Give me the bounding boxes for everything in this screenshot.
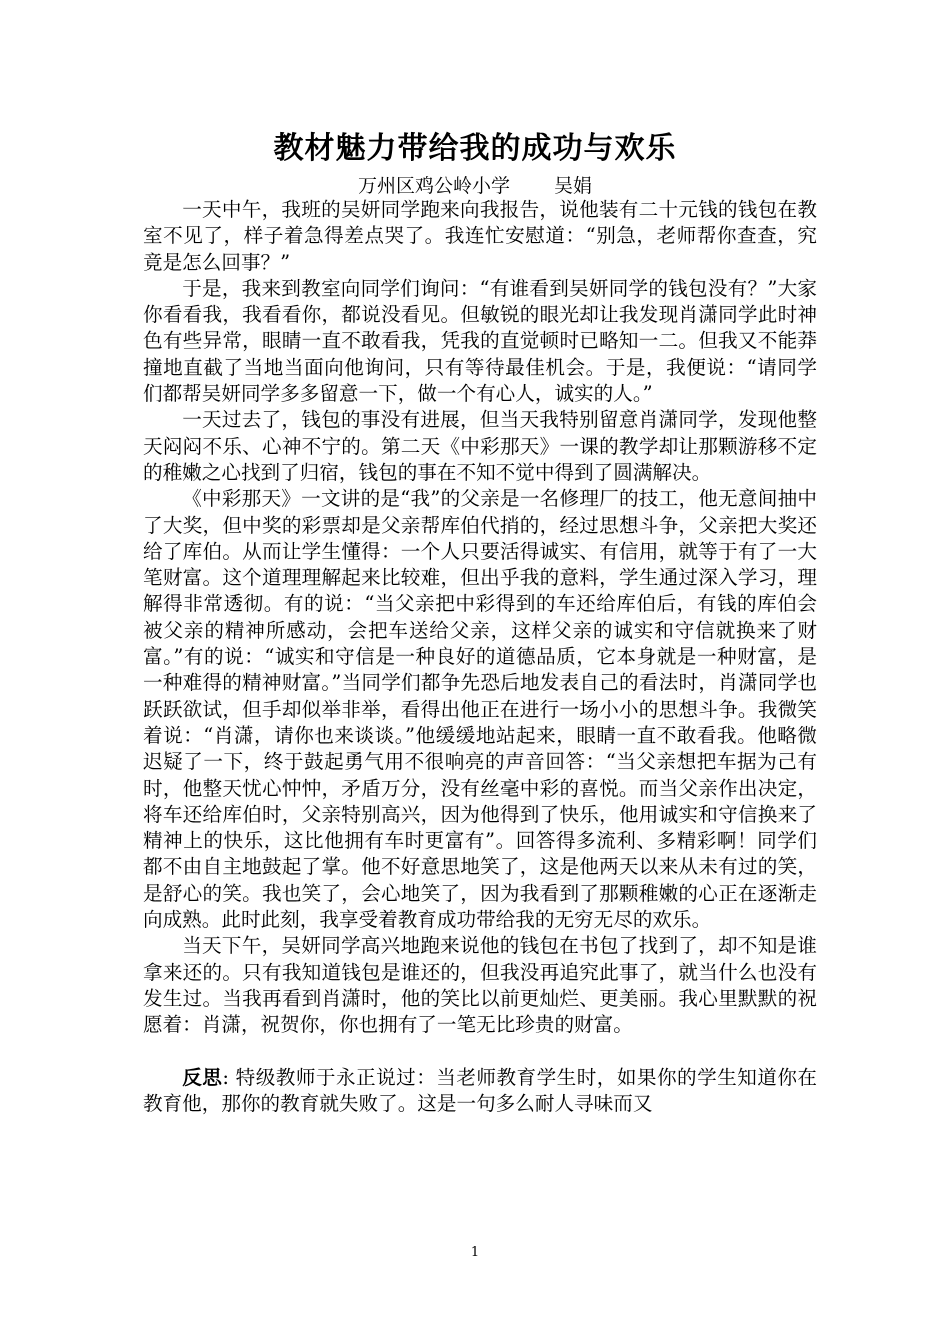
paragraph: 一天过去了，钱包的事没有进展，但当天我特别留意肖潇同学，发现他整天闷闷不乐、心神不宁的。第二天《中彩那天》一课的教学却让那颗游移不定的稚嫩之心找到了归宿，钱包的事在不知不觉中得到了圆满解决。 [143,408,817,484]
document-body [143,197,817,1117]
paragraph: 《中彩那天》一文讲的是“我”的父亲是一名修理厂的技工，他无意间抽中了大奖，但中奖的彩票却是父亲帮库伯代捎的，经过思想斗争，父亲把大奖还给了库伯。从而让学生懂得：一个人只要活得诚实、有信用，就等于有了一大笔财富。这个道理理解起来比较难，但出乎我的意料，学生通过深入学习，理解得非常透彻。有的说：“当父亲把中彩得到的车还给库伯后，有钱的库伯会被父亲的精神所感动，会把车送给父亲，这样父亲的诚实和守信就换来了财富。”有的说：“诚实和守信是一种良好的道德品质，它本身就是一种财富，是一种难得的精神财富。”当同学们都争先恐后地发表自己的看法时，肖潇同学也跃跃欲试，但手却似举非举，看得出他正在进行一场小小的思想斗争。我微笑着说：“肖潇，请你也来谈谈。”他缓缓地站起来，眼睛一直不敢看我。他略微迟疑了一下，终于鼓起勇气用不很响亮的声音回答：“当父亲想把车据为己有时，他整天忧心忡忡，矛盾万分，没有丝毫中彩的喜悦。而当父亲作出决定，将车还给库伯时，父亲特别高兴，因为他得到了快乐，他用诚实和守信换来了精神上的快乐，这比他拥有车时更富有”。回答得多流利、多精彩啊！同学们都不由自主地鼓起了掌。他不好意思地笑了，这是他两天以来从未有过的笑，是舒心的笑。我也笑了，会心地笑了，因为我看到了那颗稚嫩的心正在逐渐走向成熟。此时此刻，我享受着教育成功带给我的无穷无尽的欢乐。 [143,487,817,932]
paragraph: 当天下午，吴妍同学高兴地跑来说他的钱包在书包了找到了，却不知是谁拿来还的。只有我知道钱包是谁还的，但我没再追究此事了，就当什么也没有发生过。当我再看到肖潇时，他的笑比以前更灿烂、更美丽。我心里默默的祝愿着：肖潇，祝贺你，你也拥有了一笔无比珍贵的财富。 [143,934,817,1037]
document-title: 教材魅力带给我的成功与欢乐 [273,131,677,166]
reflection-paragraph [143,1065,817,1118]
author-name: 吴娟 [554,175,593,197]
paragraph: 于是，我来到教室向同学们询问：“有谁看到吴妍同学的钱包没有？”大家你看看我，我看看你，都说没看见。但敏锐的眼光却让我发现肖潇同学此时神色有些异常，眼睛一直不敢看我，凭我的直觉顿时已略知一二。但我又不能莽撞地直截了当地当面向他询问，只有等待最佳机会。于是，我便说：“请同学们都帮吴妍同学多多留意一下，做一个有心人，诚实的人。” [143,276,817,406]
school-name: 万州区鸡公岭小学 [357,175,510,197]
reflection-text: : 特级教师于永正说过：当老师教育学生时，如果你的学生知道你在教育他，那你的教育就失败了。这是一句多么耐人寻味而又 [143,1065,817,1116]
paragraph: 一天中午，我班的吴妍同学跑来向我报告，说他装有二十元钱的钱包在教室不见了，样子着急得差点哭了。我连忙安慰道：“别急，老师帮你查查，究竟是怎么回事？” [143,198,817,274]
page-number: 1 [470,1245,480,1260]
reflection-label: 反思 [182,1065,223,1089]
byline [0,173,950,199]
